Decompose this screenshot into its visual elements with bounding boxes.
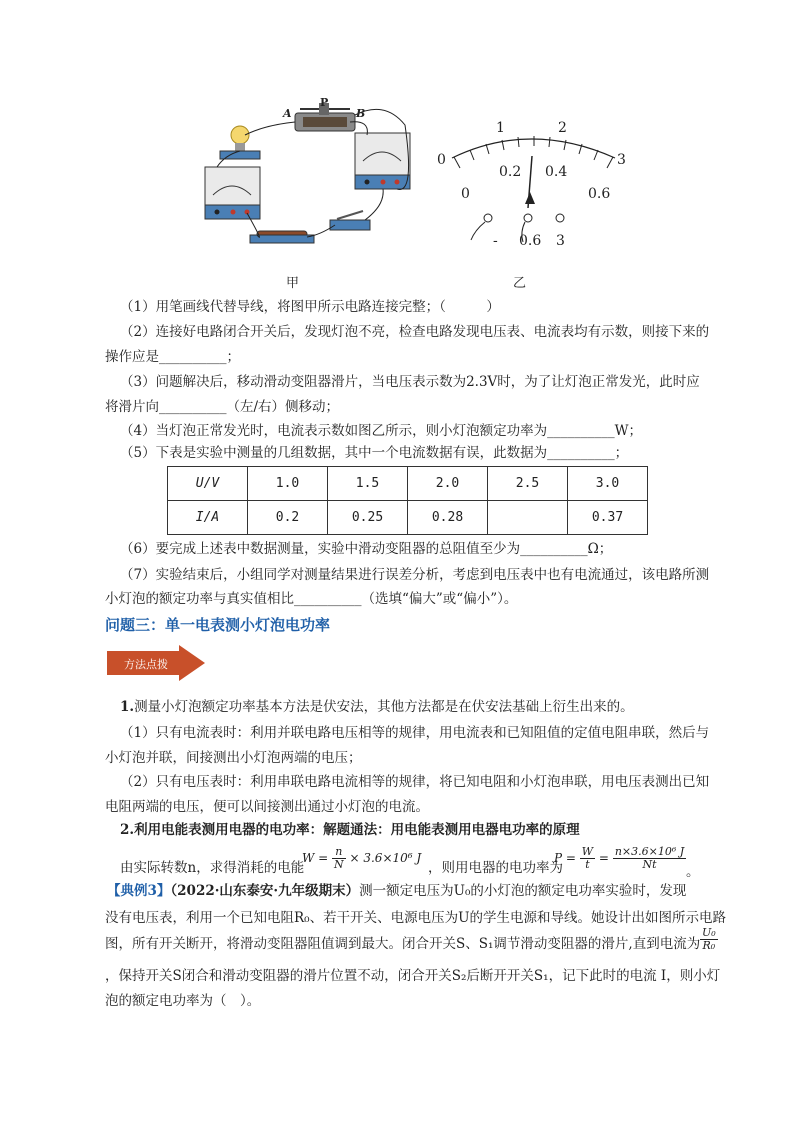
label-a: A <box>283 107 292 120</box>
method-p5a: 由实际转数n，求得消耗的电能 <box>120 860 305 876</box>
formula-p-lhs: P = <box>554 851 576 865</box>
formula-p-eq: = <box>598 851 609 865</box>
question-5: （5）下表是实验中测量的几组数据，其中一个电流数据有误，此数据为__________； <box>120 445 629 461</box>
question-2a: （2）连接好电路闭合开关后，发现灯泡不亮，检查电路发现电压表、电流表均有示数，则接下来的 <box>120 324 710 340</box>
table-row <box>168 501 648 535</box>
table-row <box>168 467 648 501</box>
question-7b: 小灯泡的额定功率与真实值相比__________（选填“偏大”或“偏小”）。 <box>105 591 518 607</box>
terminal-neg: - <box>493 233 498 249</box>
formula-p-fraction-1 <box>580 846 595 871</box>
table-cell: 0.25 <box>328 501 408 535</box>
table-cell: 1.5 <box>328 467 408 501</box>
energy-formula <box>302 846 421 871</box>
method-p5c: 。 <box>686 864 700 880</box>
question-3b: 将滑片向__________（左/右）侧移动； <box>105 399 340 415</box>
table-cell: 0.28 <box>408 501 488 535</box>
table-cell: 2.5 <box>488 467 568 501</box>
question-2b: 操作应是__________； <box>105 349 240 365</box>
example-l2: 没有电压表，利用一个已知电阻R₀、若干开关、电源电压为U的学生电源和导线。她设计出如图所示电路 <box>105 910 726 926</box>
scale-bottom-3: 0.6 <box>588 186 611 202</box>
label-b: B <box>356 107 366 120</box>
example-l5: 泡的额定电功率为（ ）。 <box>105 993 261 1009</box>
table-cell: U/V <box>168 467 248 501</box>
table-cell: 3.0 <box>568 467 648 501</box>
example-fraction <box>700 927 718 952</box>
table-cell: 0.37 <box>568 501 648 535</box>
formula-p-num1: W <box>581 845 594 858</box>
method-p1-text: 测量小灯泡额定功率基本方法是伏安法，其他方法都是在伏安法基础上衍生出来的。 <box>134 699 634 715</box>
method-badge-label: 方法点拨 <box>124 658 168 671</box>
method-p1 <box>120 697 634 717</box>
formula-w-den: N <box>334 858 344 871</box>
circuit-figure <box>195 95 425 255</box>
data-table <box>167 466 648 535</box>
table-cell: 1.0 <box>248 467 328 501</box>
scale-top-0: 0 <box>437 152 446 168</box>
power-formula <box>554 846 686 871</box>
section-title: 问题三：单一电表测小灯泡电功率 <box>105 616 331 634</box>
method-p2a: （1）只有电流表时：利用并联电路电压相等的规律，用电流表和已知阻值的定值电阻串联，然后与 <box>120 725 710 741</box>
example-l1-text: 测一额定电压为U₀的小灯泡的额定电功率实验时，发现 <box>359 883 687 899</box>
method-p5b: ，则用电器的电功率为 <box>428 860 563 876</box>
figure-caption-jia: 甲 <box>286 276 300 291</box>
question-7a: （7）实验结束后，小组同学对测量结果进行误差分析，考虑到电压表中也有电流通过，该电路所测 <box>120 567 710 583</box>
scale-top-3: 3 <box>617 152 626 168</box>
formula-p-num2: n×3.6×10⁶ J <box>614 845 685 858</box>
formula-p-den2: Nt <box>642 858 657 871</box>
formula-w-num: n <box>332 846 346 859</box>
table-cell <box>488 501 568 535</box>
scale-top-1: 1 <box>496 120 505 136</box>
terminal-06: 0.6 <box>519 233 542 249</box>
table-cell: 2.0 <box>408 467 488 501</box>
example-frac <box>700 927 718 952</box>
question-1: （1）用笔画线代替导线，将图甲所示电路连接完整；（ ） <box>120 299 500 315</box>
scale-bottom-1: 0.2 <box>499 164 522 180</box>
table-cell: I/A <box>168 501 248 535</box>
scale-top-2: 2 <box>558 120 567 136</box>
method-p1-number: 1. <box>120 699 135 715</box>
formula-p-fraction-2 <box>613 846 686 871</box>
scale-bottom-2: 0.4 <box>545 164 568 180</box>
figure-caption-yi: 乙 <box>513 276 527 291</box>
formula-w-lhs: W = <box>302 851 329 865</box>
formula-p-den1: t <box>585 858 590 871</box>
table-cell: 0.2 <box>248 501 328 535</box>
method-p4: 2.利用电能表测用电器的电功率：解题通法：用电能表测用电器电功率的原理 <box>120 822 580 838</box>
example-source: （2022·山东泰安·九年级期末） <box>170 883 360 899</box>
question-6: （6）要完成上述表中数据测量，实验中滑动变阻器的总阻值至少为__________Ω； <box>120 541 613 557</box>
formula-w-fraction <box>332 846 346 871</box>
example-frac-num: U₀ <box>702 926 716 939</box>
label-p: P <box>320 96 329 109</box>
method-p3a: （2）只有电压表时：利用串联电路电流相等的规律，将已知电阻和小灯泡串联，用电压表测出已知 <box>120 774 710 790</box>
method-p2b: 小灯泡并联，间接测出小灯泡两端的电压； <box>105 750 362 766</box>
example-l4: ，保持开关S闭合和滑动变阻器的滑片位置不动，闭合开关S₂后断开开关S₁，记下此时的电流 I，则小灯 <box>105 968 721 984</box>
question-4: （4）当灯泡正常发光时，电流表示数如图乙所示，则小灯泡额定功率为__________W； <box>120 423 642 439</box>
example-frac-den: R₀ <box>702 939 716 952</box>
method-p3b: 电阻两端的电压，便可以间接测出通过小灯泡的电流。 <box>105 799 429 815</box>
scale-bottom-0: 0 <box>461 186 470 202</box>
terminal-3: 3 <box>556 233 565 249</box>
question-3a: （3）问题解决后，移动滑动变阻器滑片，当电压表示数为2.3V时，为了让灯泡正常发光，此时应 <box>120 374 700 390</box>
example-tag: 【典例3】 <box>107 883 171 899</box>
formula-w-rhs: × 3.6×10⁶ J <box>349 851 422 865</box>
example-l3: 图，所有开关断开，将滑动变阻器阻值调到最大。闭合开关S、S₁调节滑动变阻器的滑片,直到电流为 <box>105 936 701 952</box>
example-l1 <box>107 881 686 901</box>
